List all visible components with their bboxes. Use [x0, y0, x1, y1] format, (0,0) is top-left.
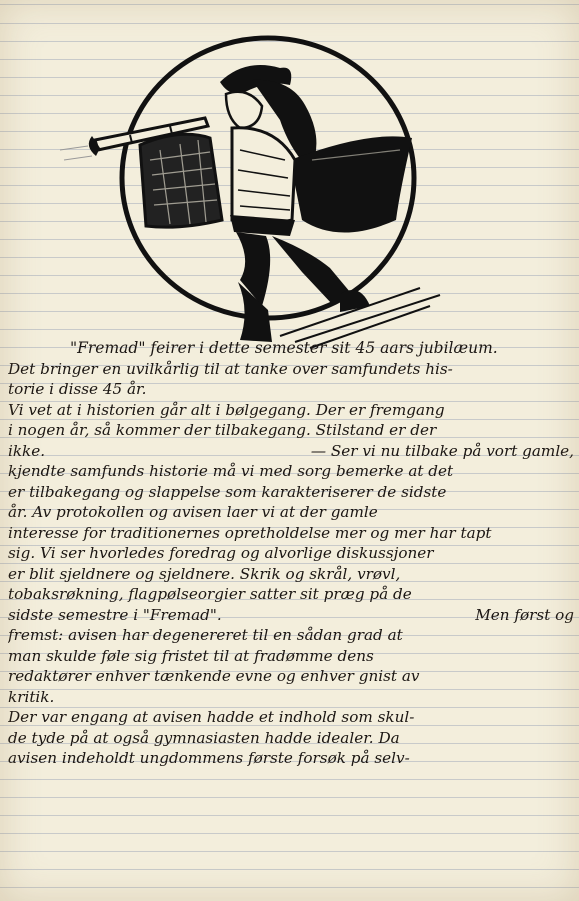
manuscript-line: fremst: avisen har degenereret til en sådan grad at — [8, 626, 403, 644]
manuscript-line: er tilbakegang og slappelse som karakteriserer de sidste — [8, 482, 447, 501]
manuscript-fragment: sidste semestre i "Fremad". — [8, 605, 222, 624]
manuscript-line: sig. Vi ser hvorledes foredrag og alvorlige diskussjoner — [8, 544, 434, 562]
manuscript-line: de tyde på at også gymnasiasten hadde idealer. Da — [8, 728, 400, 747]
manuscript-line: Der var engang at avisen hadde et indhold som skul- — [8, 708, 415, 726]
manuscript-line: man skulde føle sig fristet til at fradømme dens — [8, 646, 374, 665]
manuscript-line: er blit sjeldnere og sjeldnere. Skrik og skrål, vrøvl, — [8, 564, 401, 583]
manuscript-line: år. Av protokollen og avisen laer vi at der gamle — [8, 503, 378, 521]
manuscript-line: Det bringer en uvilkårlig til at tanke over samfundets his- — [8, 359, 453, 378]
manuscript-line: kjendte samfunds historie må vi med sorg bemerke at det — [8, 462, 454, 480]
manuscript-line: redaktører enhver tænkende evne og enhver gnist av — [8, 667, 420, 685]
manuscript-line: i nogen år, så kommer der tilbakegang. Stilstand er der — [8, 421, 437, 439]
manuscript-fragment: ikke. — [8, 441, 46, 460]
trumpeter-illustration — [40, 10, 460, 360]
manuscript-line: interesse for traditionernes opretholdelse mer og mer har tapt — [8, 523, 492, 542]
manuscript-line: torie i disse 45 år. — [8, 380, 147, 398]
manuscript-line: tobaksrøkning, flagpølseorgier satter sit præg på de — [8, 585, 412, 603]
manuscript-line: Vi vet at i historien går alt i bølgegang. Der er fremgang — [8, 400, 445, 419]
manuscript-line: kritik. — [8, 687, 55, 706]
handwritten-text — [8, 338, 574, 769]
banner-icon — [140, 134, 222, 227]
manuscript-line — [8, 605, 574, 626]
manuscript-fragment: Men først og — [475, 605, 574, 624]
manuscript-line: "Fremad" feirer i dette semester sit 45 aars jubilæum. — [70, 339, 498, 357]
manuscript-line — [8, 441, 574, 462]
manuscript-fragment: — Ser vi nu tilbake på vort gamle, — [310, 441, 574, 460]
manuscript-line: avisen indeholdt ungdommens første forsøk på selv- — [8, 749, 410, 767]
